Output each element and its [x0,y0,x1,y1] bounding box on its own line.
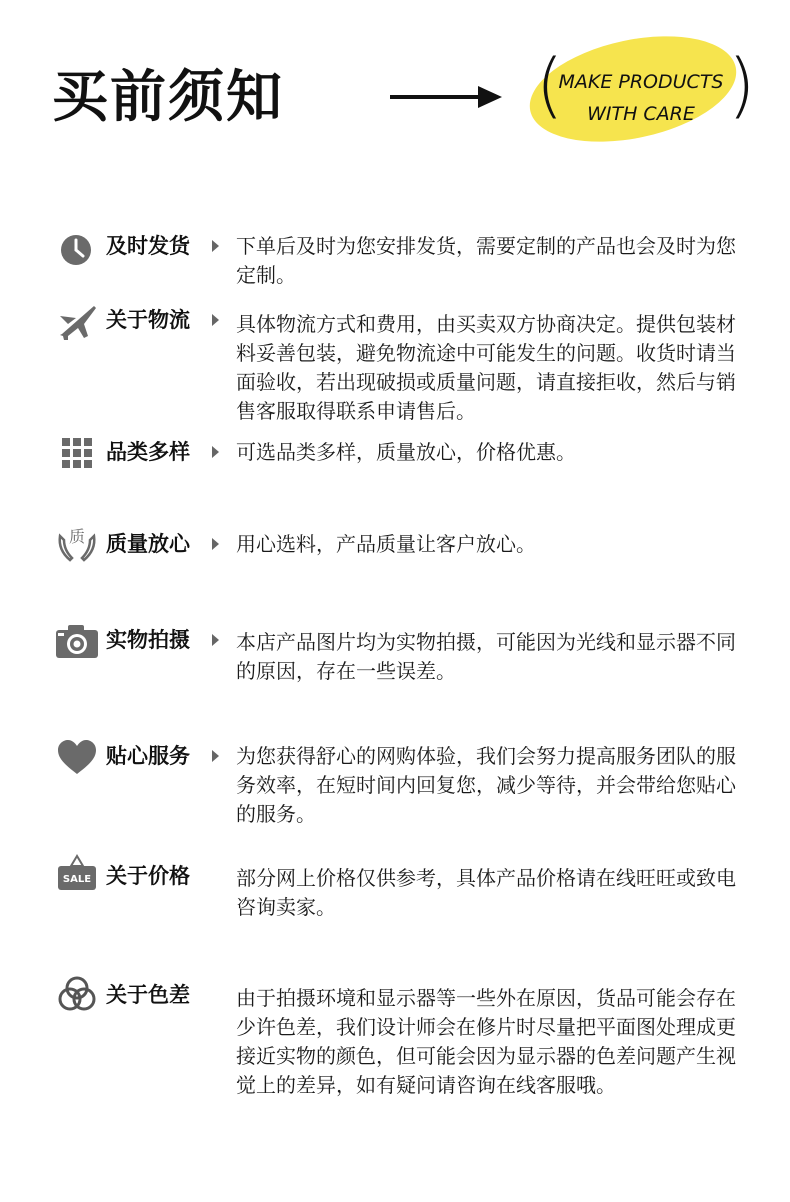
caret-right-icon [212,750,219,762]
grid-icon [54,434,100,474]
item-label: 关于色差 [106,983,190,1007]
item-label: 关于价格 [106,864,190,888]
item-label: 贴心服务 [106,744,190,768]
quality-hands-icon [54,518,100,564]
caret-right-icon [212,240,219,252]
item-description: 可选品类多样，质量放心，价格优惠。 [236,440,576,464]
item-description: 由于拍摄环境和显示器等一些外在原因，货品可能会存在少许色差，我们设计师会在修片时尽量把平面图处理成更接近实物的颜色，但可能会因为显示器的色差问题产生视觉上的差异，如有疑问请咨询在线客服哦。 [236,986,736,1097]
item-label: 品类多样 [106,440,190,464]
item-label: 质量放心 [106,532,190,556]
caret-right-icon [212,446,219,458]
clock-icon [54,232,100,272]
left-paren: ( [536,44,564,126]
item-description: 具体物流方式和费用，由买卖双方协商决定。提供包装材料妥善包装，避免物流途中可能发生的问题。收货时请当面验收，若出现破损或质量问题，请直接拒收，然后与销售客服取得联系申请售后。 [236,312,736,423]
tagline-text [556,66,726,130]
item-label: 关于物流 [106,308,190,332]
right-paren: ) [728,44,756,126]
item-description: 用心选料，产品质量让客户放心。 [236,532,536,556]
item-description: 本店产品图片均为实物拍摄，可能因为光线和显示器不同的原因，存在一些误差。 [236,630,736,683]
quality-character: 质 [68,527,86,546]
tagline-badge [528,40,756,140]
arrow-right-icon [390,84,502,110]
caret-right-icon [212,538,219,550]
item-description: 为您获得舒心的网购体验，我们会努力提高服务团队的服务效率，在短时间内回复您，减少等待，并会带给您贴心的服务。 [236,744,736,826]
color-circles-icon [54,974,100,1014]
tagline-line-2: WITH CARE [587,103,695,125]
page-title: 买前须知 [52,65,284,130]
camera-icon [54,622,100,662]
item-description: 下单后及时为您安排发货，需要定制的产品也会及时为您定制。 [236,234,736,287]
heart-icon [54,738,100,778]
airplane-icon [54,302,100,342]
item-label: 实物拍摄 [106,628,190,652]
tagline-line-1: MAKE PRODUCTS [558,71,724,93]
item-description: 部分网上价格仅供参考，具体产品价格请在线旺旺或致电咨询卖家。 [236,866,736,919]
caret-right-icon [212,634,219,646]
sale-sign-icon [54,854,100,894]
sale-text: SALE [62,874,92,885]
caret-right-icon [212,314,219,326]
item-label: 及时发货 [106,234,190,258]
